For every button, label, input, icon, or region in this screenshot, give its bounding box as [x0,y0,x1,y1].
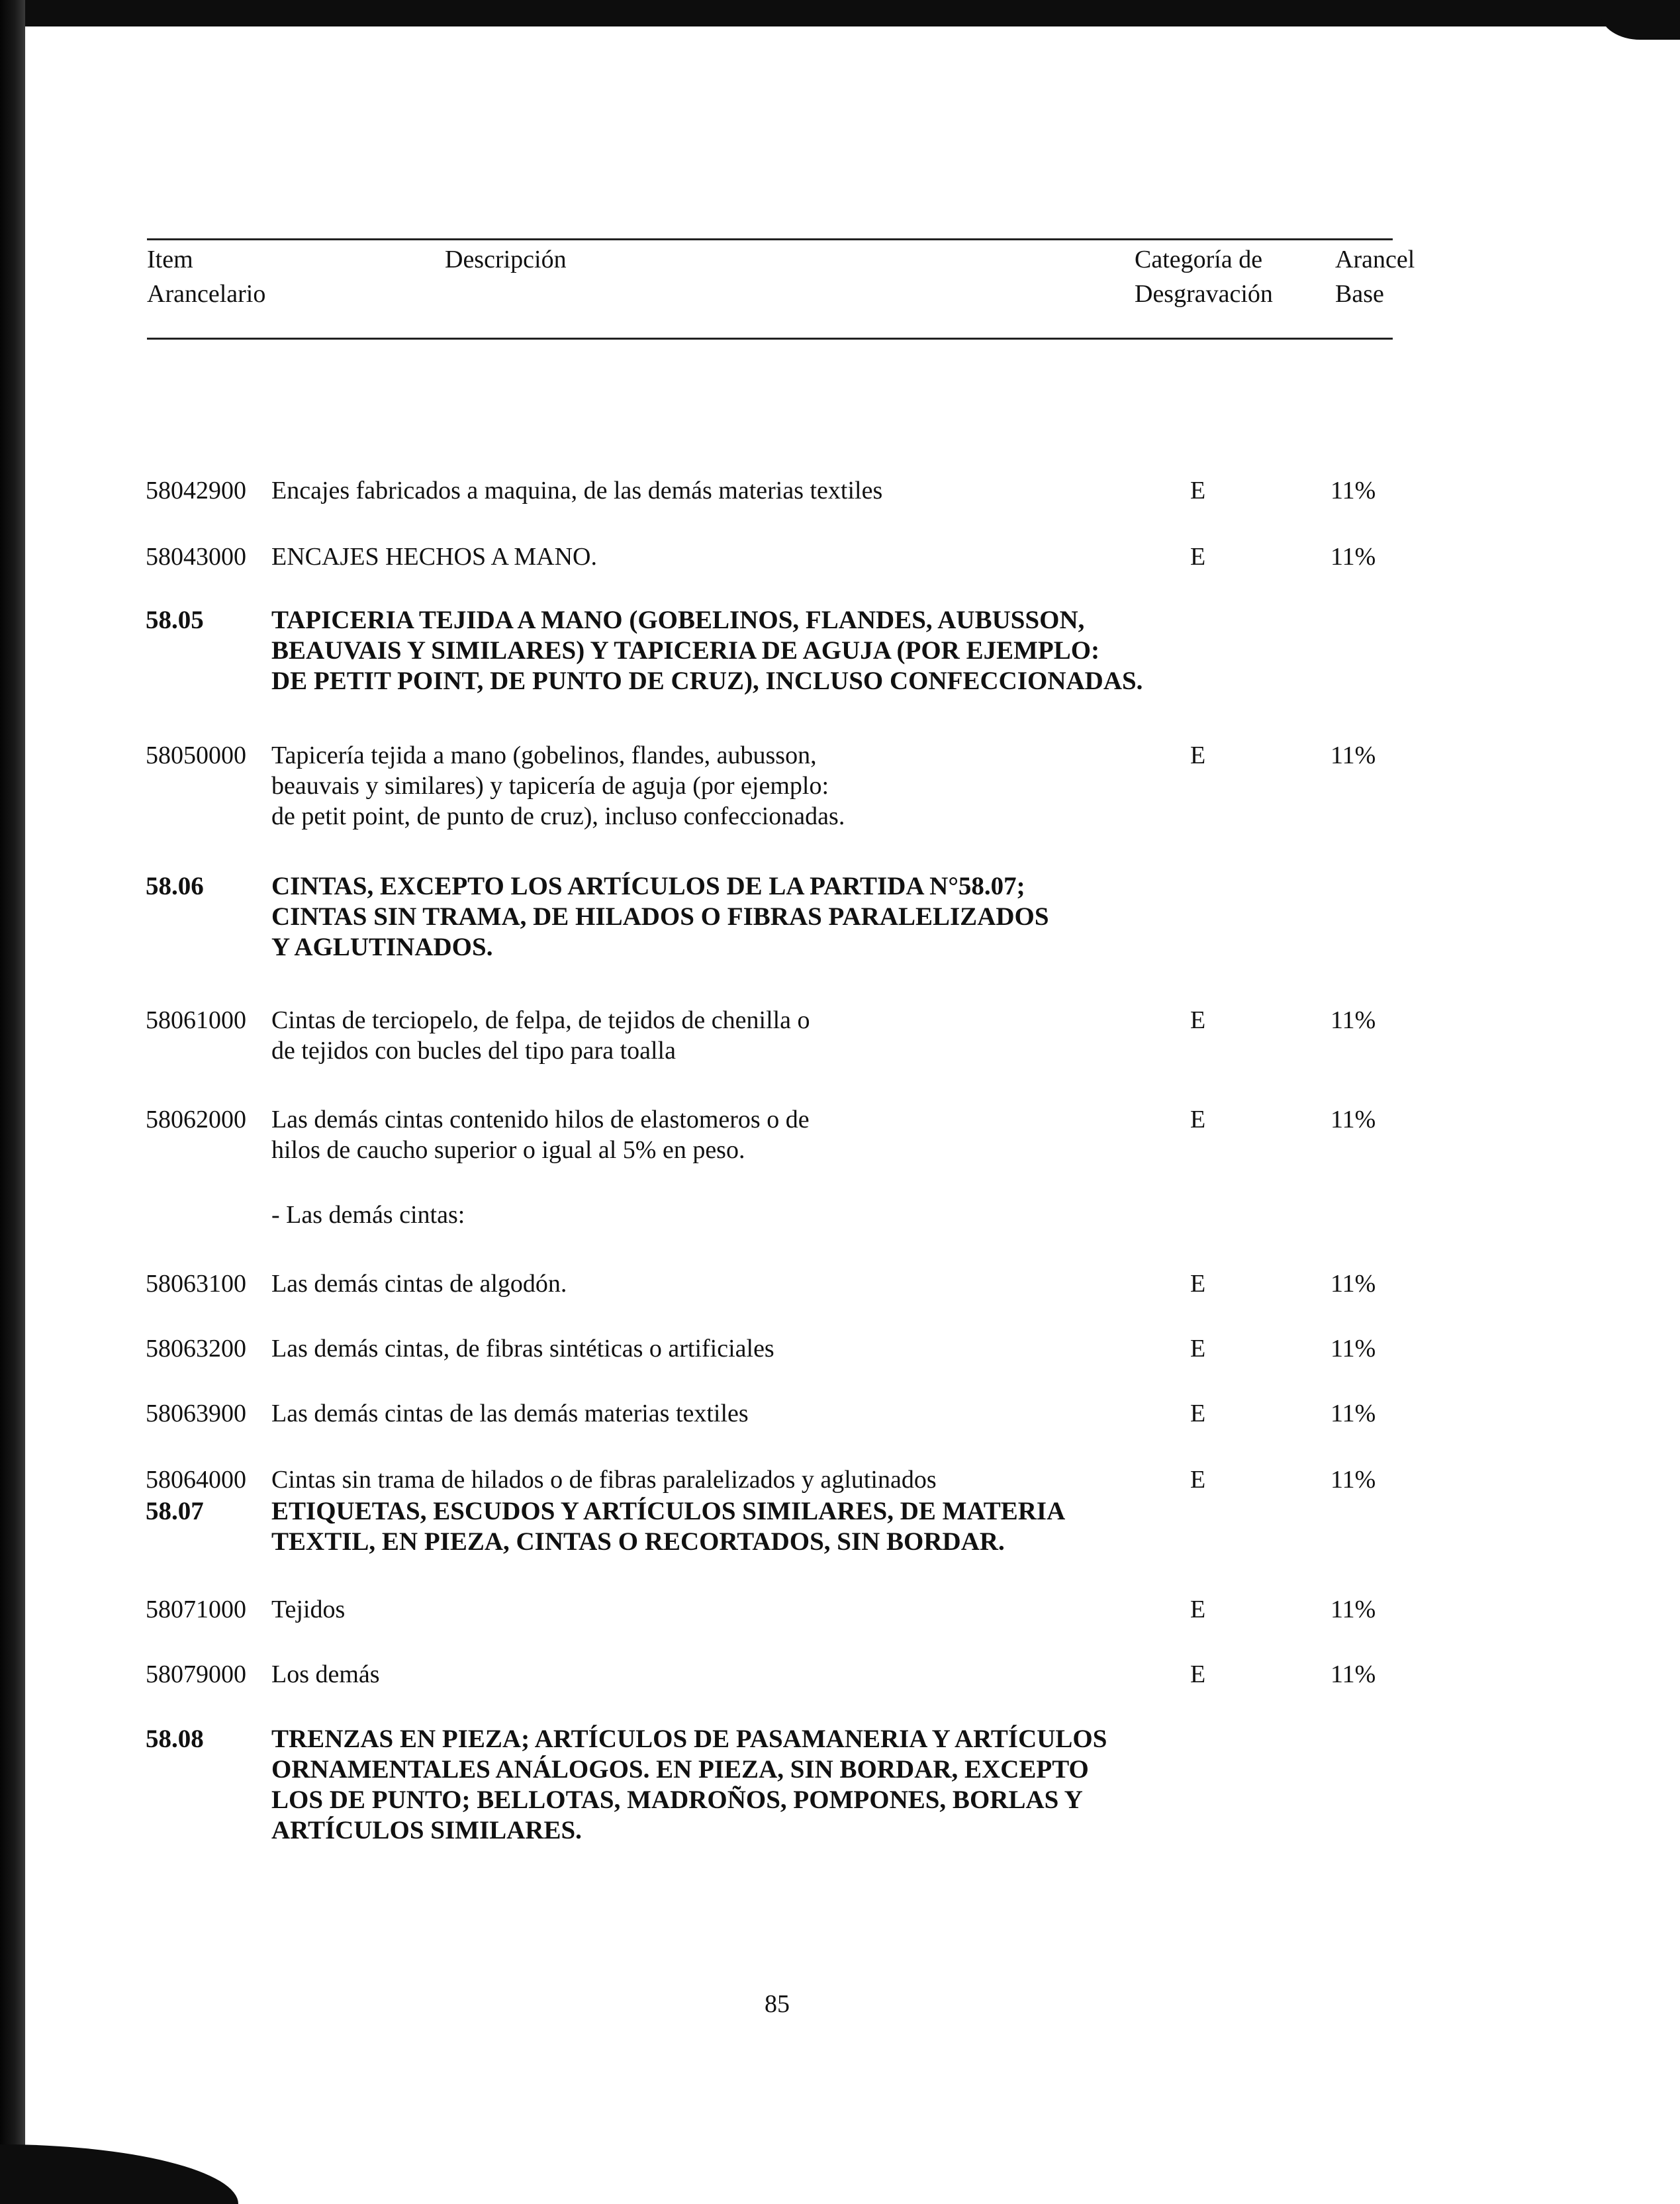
scan-corner-bottom-left [0,2144,238,2204]
desc-line: Y AGLUTINADOS. [271,933,493,961]
desc-line: DE PETIT POINT, DE PUNTO DE CRUZ), INCLUSO CONFECCIONADAS. [271,667,1143,695]
scan-border-top [0,0,1680,26]
subheading-description [271,1200,465,1230]
row-category: E [1190,543,1206,571]
row-category: E [1190,477,1206,504]
desc-line: TEXTIL, EN PIEZA, CINTAS O RECORTADOS, SIN BORDAR. [271,1527,1005,1556]
desc-line: CINTAS SIN TRAMA, DE HILADOS O FIBRAS PARALELIZADOS [271,902,1049,931]
header-arancel-base [1335,242,1415,311]
row-description [271,475,882,506]
row-code: 58063100 [146,1270,246,1298]
row-rate: 11% [1330,543,1376,571]
row-category: E [1190,1270,1206,1298]
row-rate: 11% [1330,742,1376,769]
row-category: E [1190,1006,1206,1034]
desc-line: CINTAS, EXCEPTO LOS ARTÍCULOS DE LA PARTIDA N°58.07; [271,872,1025,900]
desc-line: TRENZAS EN PIEZA; ARTÍCULOS DE PASAMANERIA Y ARTÍCULOS [271,1725,1107,1753]
row-description [271,1005,810,1066]
row-category: E [1190,1596,1206,1623]
header-cat-line: Desgravación [1135,280,1273,308]
row-rate: 11% [1330,1006,1376,1034]
desc-line: Las demás cintas contenido hilos de elastomeros o de [271,1106,810,1133]
desc-line: Tejidos [271,1596,346,1623]
header-cat-line: Categoría de [1135,246,1263,273]
heading-code: 58.06 [146,872,204,900]
heading-code: 58.05 [146,606,204,634]
row-code: 58050000 [146,742,246,769]
row-description [271,1659,380,1690]
desc-line: ORNAMENTALES ANÁLOGOS. EN PIEZA, SIN BORDAR, EXCEPTO [271,1755,1089,1784]
heading-code: 58.08 [146,1725,204,1753]
row-code: 58063900 [146,1400,246,1427]
row-category: E [1190,1335,1206,1363]
row-code: 58079000 [146,1660,246,1688]
heading-description [271,871,1049,963]
scan-border-left [0,0,25,2204]
row-description [271,740,845,832]
desc-line: Las demás cintas de algodón. [271,1270,567,1298]
row-description [271,1398,749,1429]
header-desc-line: Descripción [445,246,567,273]
header-item-line: Item [147,246,193,273]
scan-corner-top-right [1601,0,1680,40]
desc-line: Cintas sin trama de hilados o de fibras paralelizados y aglutinados [271,1466,937,1494]
header-item-arancelario [147,242,265,311]
header-categoria [1135,242,1273,311]
heading-description [271,1496,1065,1557]
row-code: 58061000 [146,1006,246,1034]
row-code: 58071000 [146,1596,246,1623]
row-rate: 11% [1330,1466,1376,1494]
desc-line: Las demás cintas de las demás materias textiles [271,1400,749,1427]
desc-line: Las demás cintas, de fibras sintéticas o artificiales [271,1335,774,1363]
row-rate: 11% [1330,1106,1376,1133]
desc-line: hilos de caucho superior o igual al 5% en peso. [271,1136,745,1164]
heading-description [271,605,1143,696]
row-description [271,1594,345,1625]
row-description [271,1464,937,1495]
desc-line: - Las demás cintas: [271,1201,465,1229]
row-description [271,1269,567,1299]
header-item-line: Arancelario [147,280,266,308]
row-rate: 11% [1330,477,1376,504]
row-category: E [1190,1660,1206,1688]
row-code: 58062000 [146,1106,246,1133]
header-descripcion [445,242,567,277]
row-rate: 11% [1330,1400,1376,1427]
row-description [271,1333,774,1364]
row-category: E [1190,1400,1206,1427]
desc-line: ENCAJES HECHOS A MANO. [271,543,597,571]
heading-description [271,1724,1107,1846]
row-rate: 11% [1330,1335,1376,1363]
desc-line: ETIQUETAS, ESCUDOS Y ARTÍCULOS SIMILARES, DE MATERIA [271,1497,1066,1525]
desc-line: de tejidos con bucles del tipo para toalla [271,1037,676,1065]
desc-line: Cintas de terciopelo, de felpa, de tejidos de chenilla o [271,1006,810,1034]
desc-line: TAPICERIA TEJIDA A MANO (GOBELINOS, FLANDES, AUBUSSON, [271,606,1085,634]
desc-line: Encajes fabricados a maquina, de las demás materias textiles [271,477,883,504]
desc-line: de petit point, de punto de cruz), incluso confeccionadas. [271,802,845,830]
page-number: 85 [765,1990,790,2018]
desc-line: ARTÍCULOS SIMILARES. [271,1816,582,1845]
desc-line: LOS DE PUNTO; BELLOTAS, MADROÑOS, POMPONES, BORLAS Y [271,1786,1083,1814]
row-code: 58043000 [146,543,246,571]
row-rate: 11% [1330,1660,1376,1688]
desc-line: Tapicería tejida a mano (gobelinos, flandes, aubusson, [271,742,817,769]
header-rate-line: Arancel [1335,246,1415,273]
header-rate-line: Base [1335,280,1384,308]
row-description [271,542,597,572]
header-top-rule [147,238,1393,240]
row-rate: 11% [1330,1270,1376,1298]
row-code: 58064000 [146,1466,246,1494]
header-bottom-rule [147,338,1393,340]
row-code: 58063200 [146,1335,246,1363]
row-category: E [1190,742,1206,769]
row-rate: 11% [1330,1596,1376,1623]
row-category: E [1190,1106,1206,1133]
heading-code: 58.07 [146,1497,204,1525]
row-description [271,1104,810,1165]
row-code: 58042900 [146,477,246,504]
desc-line: BEAUVAIS Y SIMILARES) Y TAPICERIA DE AGUJA (POR EJEMPLO: [271,636,1100,665]
desc-line: Los demás [271,1660,380,1688]
row-category: E [1190,1466,1206,1494]
desc-line: beauvais y similares) y tapicería de aguja (por ejemplo: [271,772,829,800]
